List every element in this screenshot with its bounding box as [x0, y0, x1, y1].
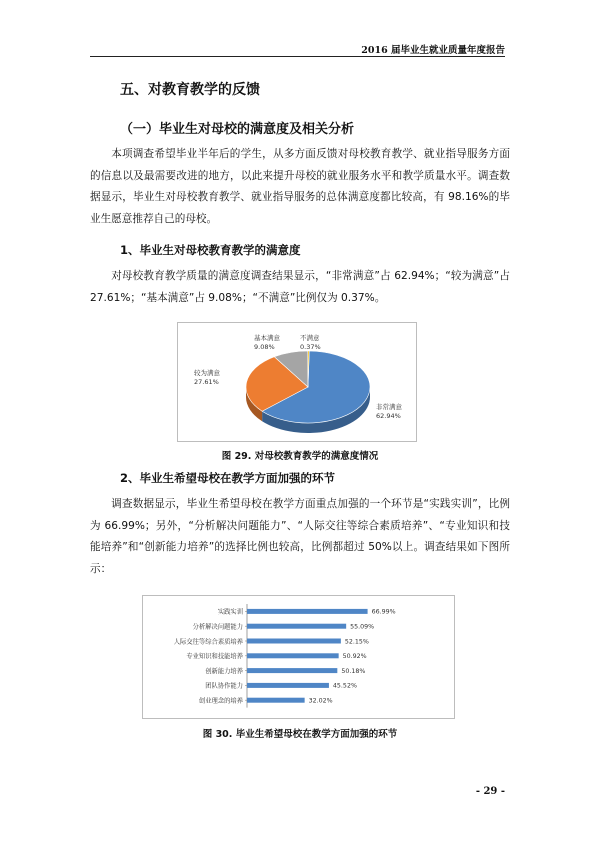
bar-5: [247, 683, 329, 688]
pie-value-label-0: 62.94%: [376, 412, 401, 420]
bar-6: [247, 698, 305, 703]
bar-1: [247, 624, 346, 629]
bar-category-label-2: 人际交往等综合素质培养: [173, 638, 243, 646]
bar-2: [247, 639, 341, 644]
figure-30-caption: 图 30. 毕业生希望母校在教学方面加强的环节: [202, 729, 398, 740]
pie-label-1: 较为满意: [194, 369, 220, 377]
pie-value-label-3: 0.37%: [300, 343, 321, 351]
bar-category-label-5: 团队协作能力: [205, 682, 243, 690]
bar-category-label-4: 创新能力培养: [205, 667, 243, 675]
pie-label-0: 非常满意: [376, 403, 402, 411]
pie-value-label-1: 27.61%: [194, 378, 219, 386]
report-header-title: 2016 届毕业生就业质量年度报告: [361, 45, 505, 56]
bar-3: [247, 653, 339, 658]
bar-value-label-2: 52.15%: [344, 638, 369, 646]
pie-label-3: 不满意: [300, 334, 320, 342]
section-subtitle: （一）毕业生对母校的满意度及相关分析: [120, 122, 355, 137]
subsection-1-paragraph: 对母校教育教学质量的满意度调查结果显示，“非常满意”占 62.94%；“较为满意”占 27.61%；“基本满意”占 9.08%；“不满意”比例仅为 0.37%。: [90, 270, 510, 304]
bar-category-label-0: 实践实训: [217, 608, 243, 616]
bar-value-label-0: 66.99%: [371, 608, 396, 616]
figure-29-caption: 图 29. 对母校教育教学的满意度情况: [221, 451, 379, 462]
bar-value-label-4: 50.18%: [341, 667, 366, 675]
bar-4: [247, 668, 337, 673]
bar-value-label-6: 32.02%: [308, 697, 333, 705]
satisfaction-pie-chart-frame: [177, 322, 417, 442]
subsection-2-title: 2、毕业生希望母校在教学方面加强的环节: [120, 471, 335, 485]
page-number: - 29 -: [475, 786, 505, 797]
pie-label-2: 基本满意: [254, 334, 280, 342]
intro-paragraph: 本项调查希望毕业半年后的学生，从多方面反馈对母校教育教学、就业指导服务方面的信息以及最需要改进的地方，以此来提升母校的就业服务水平和教学质量水平。调查数据显示，毕业生对母校教育教学、就业指导服务的总体满意度都比较高，有 98.16%的毕业生愿意推荐自己的母校。: [90, 148, 510, 225]
bar-category-label-3: 专业知识和技能培养: [186, 653, 243, 661]
bar-category-label-6: 创业理念的培养: [198, 697, 243, 705]
subsection-1-title: 1、毕业生对母校教育教学的满意度: [120, 243, 301, 257]
bar-0: [247, 609, 368, 614]
bar-category-label-1: 分析解决问题能力: [192, 623, 243, 631]
pie-value-label-2: 9.08%: [254, 343, 275, 351]
header-rule: [90, 56, 505, 57]
bar-value-label-3: 50.92%: [342, 653, 367, 661]
bar-value-label-5: 45.52%: [332, 682, 357, 690]
section-title: 五、对教育教学的反馈: [120, 82, 260, 98]
bar-value-label-1: 55.09%: [350, 623, 375, 631]
improvement-bar-chart: [143, 596, 454, 718]
satisfaction-pie-chart: [178, 323, 416, 441]
subsection-2-paragraph: 调查数据显示，毕业生希望母校在教学方面重点加强的一个环节是“实践实训”，比例为 66.99%；另外，“分析解决问题能力”、“人际交往等综合素质培养”、“专业知识和技能培养”和“创新能力培养”的选择比例也较高，比例都超过 50%以上。调查结果如下图所示：: [90, 498, 510, 575]
improvement-bar-chart-frame: [142, 595, 455, 719]
